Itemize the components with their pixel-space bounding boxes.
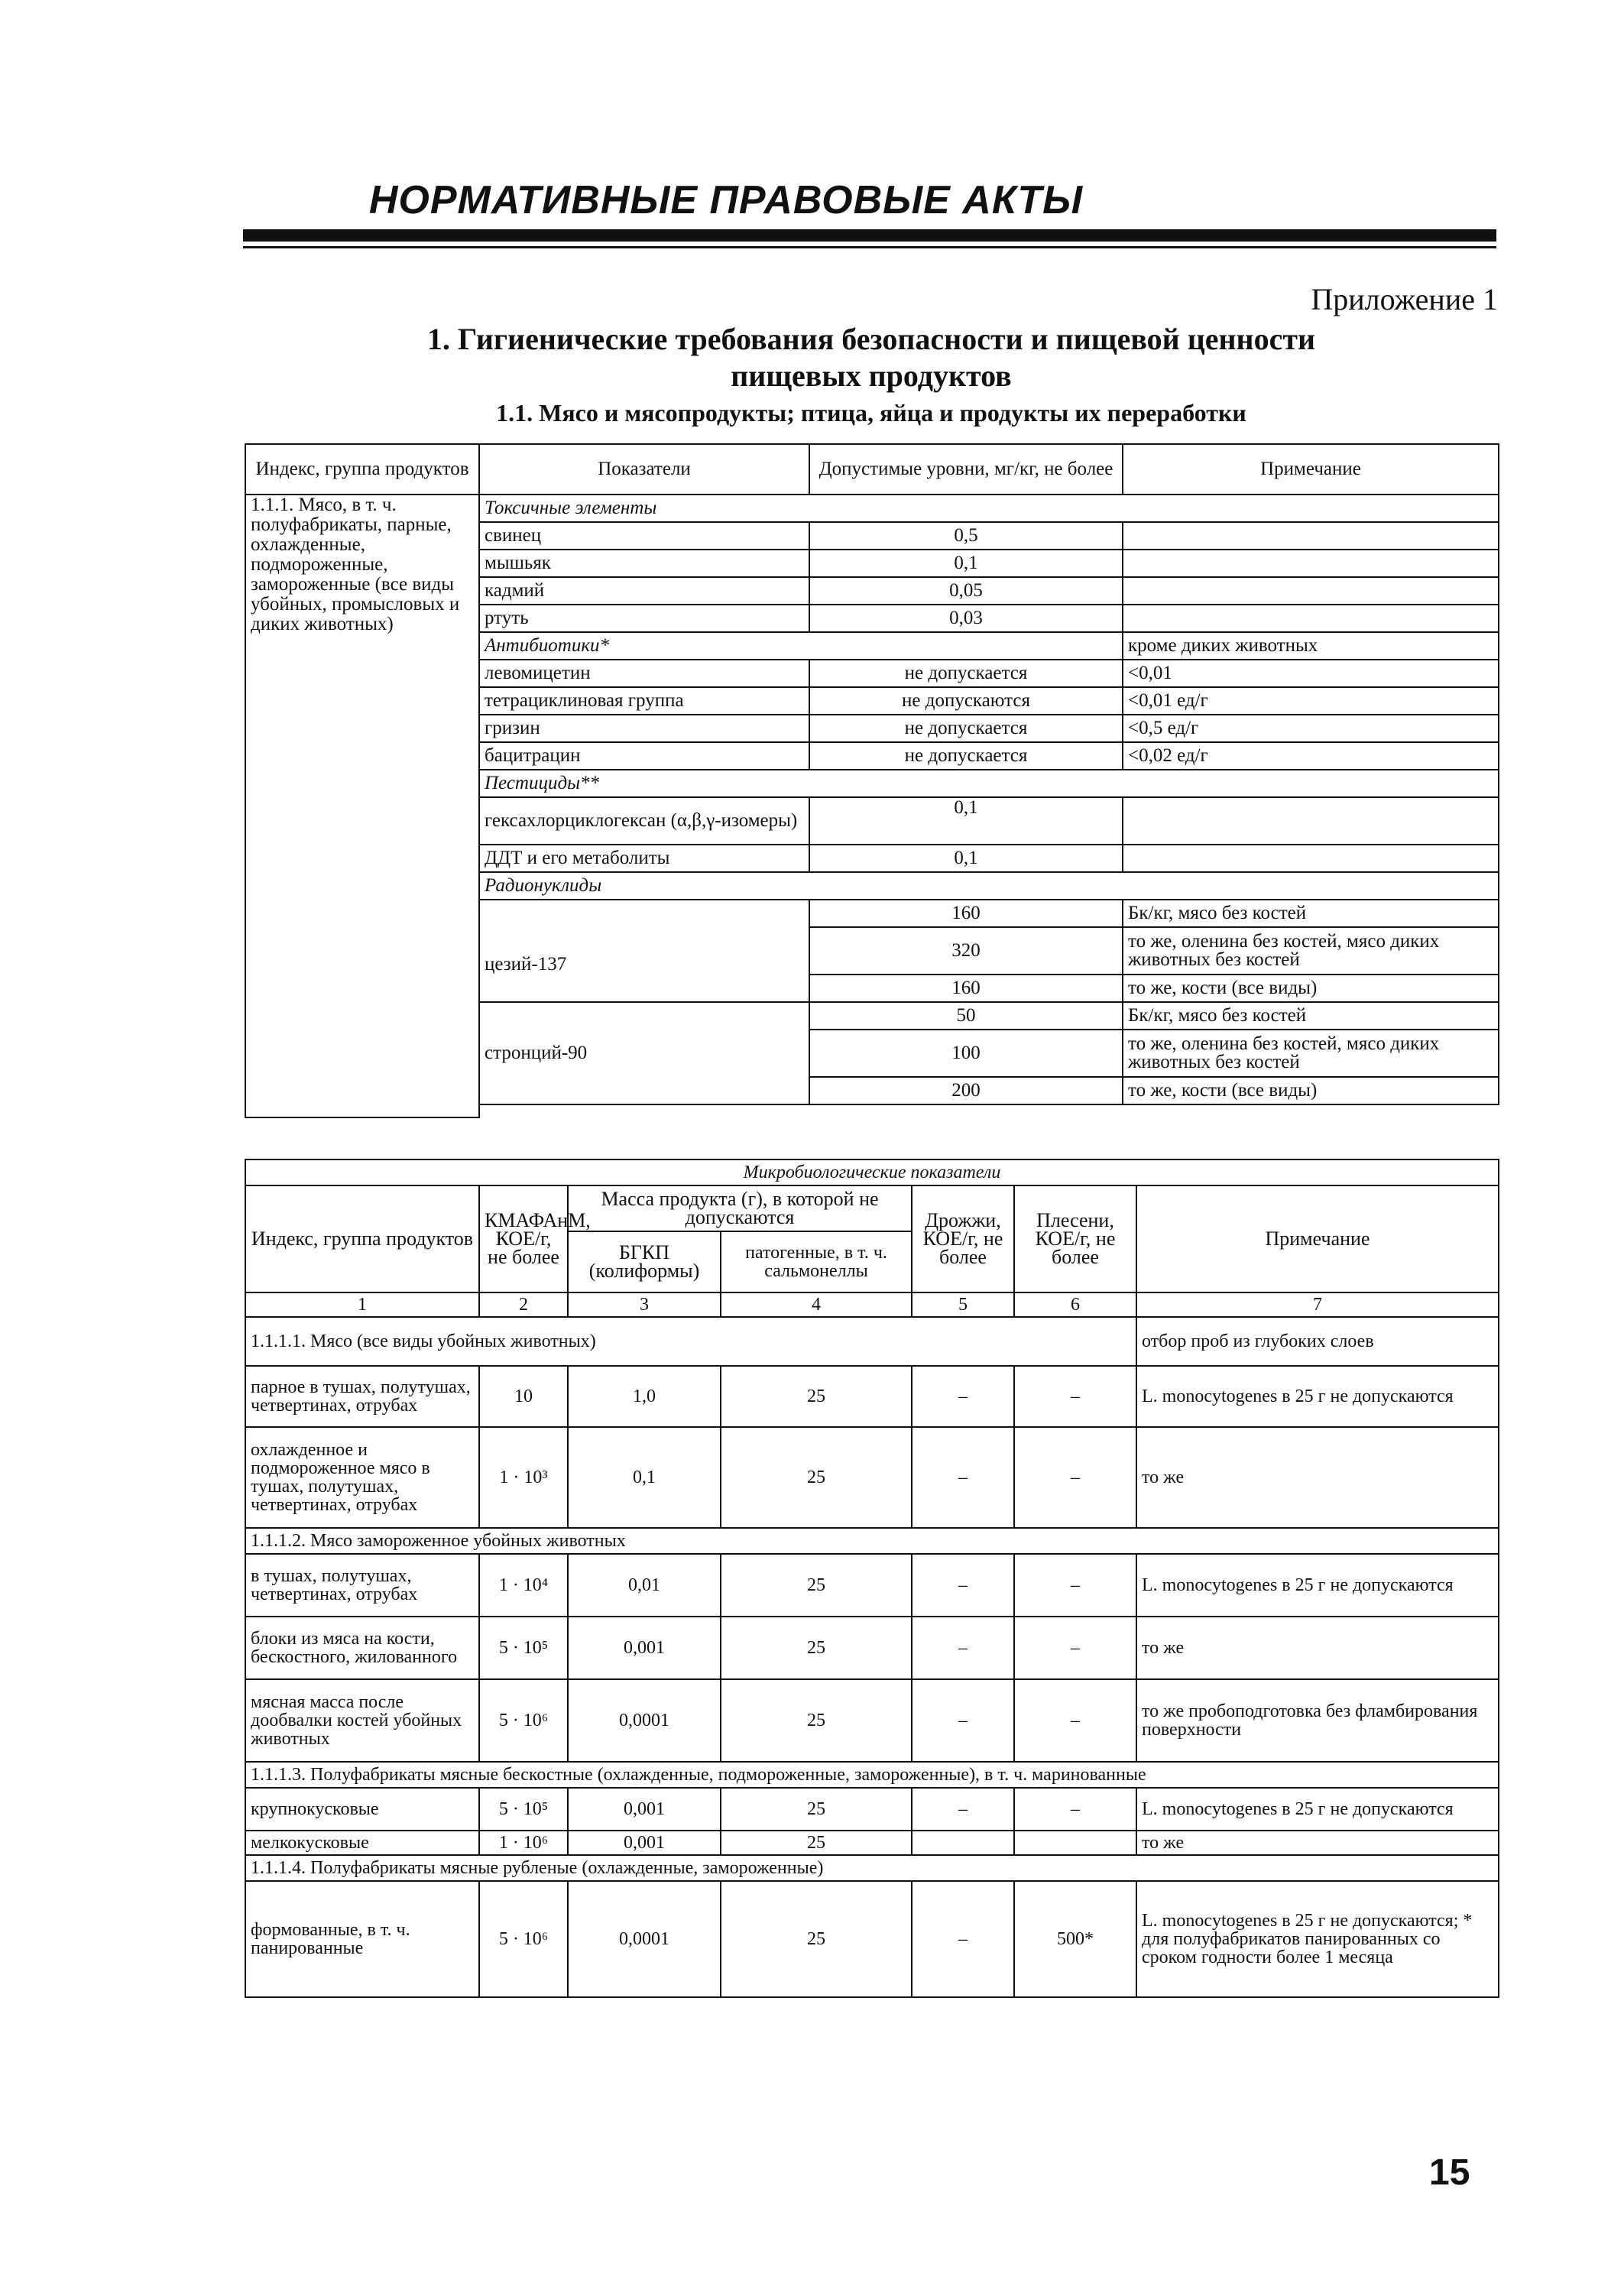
mold-value: – [1014,1788,1136,1831]
indicator-level: 0,1 [809,845,1123,872]
col-number: 7 [1136,1292,1499,1317]
nuclide-level: 160 [809,975,1123,1002]
nuclide-note: Бк/кг, мясо без костей [1123,1002,1499,1030]
kmaf-value: 5 · 10⁶ [479,1881,568,1997]
table-caption-row [245,1159,1499,1185]
yeast-value: – [912,1617,1014,1679]
title-line-2: пищевых продуктов [731,358,1012,393]
section-note: отбор проб из глубоких слоев [1136,1317,1499,1366]
col-number: 5 [912,1292,1014,1317]
indicator-name: гексахлорциклогексан (α,β,γ-изомеры) [479,797,809,845]
col-number: 6 [1014,1292,1136,1317]
appendix-label: Приложение 1 [1311,282,1498,316]
header-index: Индекс, группа продуктов [245,1185,479,1292]
mold-value: – [1014,1617,1136,1679]
bgkp-value: 1,0 [568,1366,721,1427]
nuclide-name: стронций-90 [479,1030,809,1077]
kmaf-value: 1 · 10³ [479,1427,568,1528]
yeast-value: – [912,1554,1014,1617]
indicator-level: 0,05 [809,577,1123,605]
header-index: Индекс, группа продуктов [245,444,479,495]
indicator-note [1123,522,1499,550]
pathogen-value: 25 [721,1679,912,1762]
table-row [245,1831,1499,1855]
mold-value: 500* [1014,1881,1136,1997]
table-filler [479,1104,1499,1111]
yeast-value: – [912,1881,1014,1997]
table-row [245,1617,1499,1679]
header-bgkp: БГКП (колиформы) [568,1231,721,1292]
section-row [245,1528,1499,1554]
kmaf-value: 5 · 10⁵ [479,1617,568,1679]
product-name: мясная масса после дообвалки костей убойных животных [245,1679,479,1762]
indicator-note [1123,577,1499,605]
table-row [245,1881,1499,1997]
section-title: 1.1.1.2. Мясо замороженное убойных животных [245,1528,1499,1554]
yeast-value: – [912,1427,1014,1528]
section-title: 1.1.1.3. Полуфабрикаты мясные бескостные (охлажденные, подмороженные, замороженные), в т. ч. маринованные [245,1762,1499,1788]
indicator-level: не допускается [809,742,1123,770]
kmaf-value: 1 · 10⁶ [479,1831,568,1855]
nuclide-note: то же, кости (все виды) [1123,1077,1499,1104]
nuclide-spacer [479,900,809,927]
row-note: то же пробоподготовка без фламбирования поверхности [1136,1679,1499,1762]
kmaf-value: 1 · 10⁴ [479,1554,568,1617]
section-radionuclides: Радионуклиды [479,872,1499,900]
header-yeast: Дрожжи, КОЕ/г, не более [912,1185,1014,1292]
row-note: L. monocytogenes в 25 г не допускаются [1136,1554,1499,1617]
pathogen-value: 25 [721,1554,912,1617]
col-number: 4 [721,1292,912,1317]
nuclide-level: 50 [809,1002,1123,1030]
table-header-row [245,444,1499,495]
indicator-name: левомицетин [479,660,809,687]
bgkp-value: 0,1 [568,1427,721,1528]
bgkp-value: 0,01 [568,1554,721,1617]
pathogen-value: 25 [721,1788,912,1831]
yeast-value: – [912,1366,1014,1427]
indicator-level: не допускаются [809,687,1123,715]
table-row [245,1366,1499,1427]
header-mold: Плесени, КОЕ/г, не более [1014,1185,1136,1292]
header-kmafanm: КМАФАнМ, КОЕ/г, не более [479,1185,568,1292]
header-note: Примечание [1123,444,1499,495]
indicator-note: <0,02 ед/г [1123,742,1499,770]
bgkp-value: 0,0001 [568,1881,721,1997]
table-row [245,1554,1499,1617]
row-note: то же [1136,1427,1499,1528]
nuclide-level: 100 [809,1030,1123,1077]
pathogen-value: 25 [721,1427,912,1528]
pathogen-value: 25 [721,1617,912,1679]
mold-value: – [1014,1554,1136,1617]
indicator-level: 0,1 [809,550,1123,577]
section-row [245,1317,1499,1366]
bgkp-value: 0,0001 [568,1679,721,1762]
indicator-name: свинец [479,522,809,550]
indicator-note: <0,01 [1123,660,1499,687]
indicator-name: ртуть [479,605,809,632]
indicator-name: ДДТ и его метаболиты [479,845,809,872]
mold-value: – [1014,1366,1136,1427]
kmaf-value: 5 · 10⁶ [479,1679,568,1762]
kmaf-value: 10 [479,1366,568,1427]
product-name: парное в тушах, полутушах, четвертинах, отрубах [245,1366,479,1427]
nuclide-spacer [479,1002,809,1030]
section-title: 1.1.1.1. Мясо (все виды убойных животных) [245,1317,1136,1366]
safety-limits-table [245,443,1499,1118]
row-note: L. monocytogenes в 25 г не допускаются [1136,1788,1499,1831]
table-filler [479,1111,1499,1117]
document-title [321,321,1421,394]
indicator-level: не допускается [809,660,1123,687]
yeast-value: – [912,1788,1014,1831]
header-levels: Допустимые уровни, мг/кг, не более [809,444,1123,495]
nuclide-note: то же, оленина без костей, мясо диких животных без костей [1123,1030,1499,1077]
nuclide-level: 200 [809,1077,1123,1104]
indicator-note [1123,845,1499,872]
table-header-row [245,1185,1499,1231]
section-row [245,1762,1499,1788]
journal-section-title: НОРМАТИВНЫЕ ПРАВОВЫЕ АКТЫ [368,178,1084,222]
indicator-name: мышьяк [479,550,809,577]
nuclide-level: 160 [809,900,1123,927]
yeast-value [912,1831,1014,1855]
title-line-1: 1. Гигиенические требования безопасности и пищевой ценности [426,322,1316,356]
header-rule-thin [243,246,1496,248]
mold-value: – [1014,1427,1136,1528]
header-rule-thick [243,229,1496,242]
section-title: 1.1.1.4. Полуфабрикаты мясные рубленые (охлажденные, замороженные) [245,1855,1499,1881]
indicator-note [1123,797,1499,845]
section-pesticides: Пестициды** [479,770,1499,797]
bgkp-value: 0,001 [568,1831,721,1855]
pathogen-value: 25 [721,1881,912,1997]
kmaf-value: 5 · 10⁵ [479,1788,568,1831]
header-mass: Масса продукта (г), в которой не допускаются [568,1185,912,1231]
table-row [245,1427,1499,1528]
product-name: охлажденное и подмороженное мясо в тушах, полутушах, четвертинах, отрубах [245,1427,479,1528]
nuclide-spacer [479,1077,809,1104]
product-group-cell: 1.1.1. Мясо, в т. ч. полуфабрикаты, парные, охлажденные, подмороженные, замороженные (все виды убойных, промысловых и диких животных) [245,495,479,1117]
mold-value [1014,1831,1136,1855]
pathogen-value: 25 [721,1831,912,1855]
column-number-row [245,1292,1499,1317]
nuclide-note: Бк/кг, мясо без костей [1123,900,1499,927]
section-toxic: Токсичные элементы [479,495,1499,522]
microbiology-caption: Микробиологические показатели [245,1159,1499,1185]
indicator-note: <0,5 ед/г [1123,715,1499,742]
product-name: в тушах, полутушах, четвертинах, отрубах [245,1554,479,1617]
indicator-note: <0,01 ед/г [1123,687,1499,715]
product-name: мелкокусковые [245,1831,479,1855]
mold-value: – [1014,1679,1136,1762]
antibiotics-note: кроме диких животных [1123,632,1499,660]
product-name: формованные, в т. ч. панированные [245,1881,479,1997]
indicator-name: кадмий [479,577,809,605]
row-note: то же [1136,1831,1499,1855]
header-pathogenic: патогенные, в т. ч. сальмонеллы [721,1231,912,1292]
nuclide-name: цезий-137 [479,927,809,1002]
section-row [245,1855,1499,1881]
nuclide-level: 320 [809,927,1123,975]
nuclide-note: то же, оленина без костей, мясо диких животных без костей [1123,927,1499,975]
section-antibiotics: Антибиотики* [479,632,1123,660]
nuclide-note: то же, кости (все виды) [1123,975,1499,1002]
microbiology-table [245,1159,1499,1998]
row-note: то же [1136,1617,1499,1679]
indicator-name: гризин [479,715,809,742]
indicator-level: 0,1 [809,797,1123,845]
yeast-value: – [912,1679,1014,1762]
table-row [245,1679,1499,1762]
indicator-note [1123,605,1499,632]
table-row [245,495,1499,522]
product-name: крупнокусковые [245,1788,479,1831]
col-number: 2 [479,1292,568,1317]
header-note: Примечание [1136,1185,1499,1292]
indicator-level: 0,5 [809,522,1123,550]
row-note: L. monocytogenes в 25 г не допускаются; * для полуфабрикатов панированных со сроком годности более 1 месяца [1136,1881,1499,1997]
indicator-name: бацитрацин [479,742,809,770]
bgkp-value: 0,001 [568,1788,721,1831]
row-note: L. monocytogenes в 25 г не допускаются [1136,1366,1499,1427]
table-row [245,1788,1499,1831]
pathogen-value: 25 [721,1366,912,1427]
indicator-level: 0,03 [809,605,1123,632]
header-indicators: Показатели [479,444,809,495]
page-number: 15 [1429,2152,1470,2193]
indicator-name: тетрациклиновая группа [479,687,809,715]
col-number: 3 [568,1292,721,1317]
section-subtitle: 1.1. Мясо и мясопродукты; птица, яйца и продукты их переработки [496,399,1246,426]
bgkp-value: 0,001 [568,1617,721,1679]
col-number: 1 [245,1292,479,1317]
indicator-level: не допускается [809,715,1123,742]
indicator-note [1123,550,1499,577]
product-name: блоки из мяса на кости, бескостного, жилованного [245,1617,479,1679]
